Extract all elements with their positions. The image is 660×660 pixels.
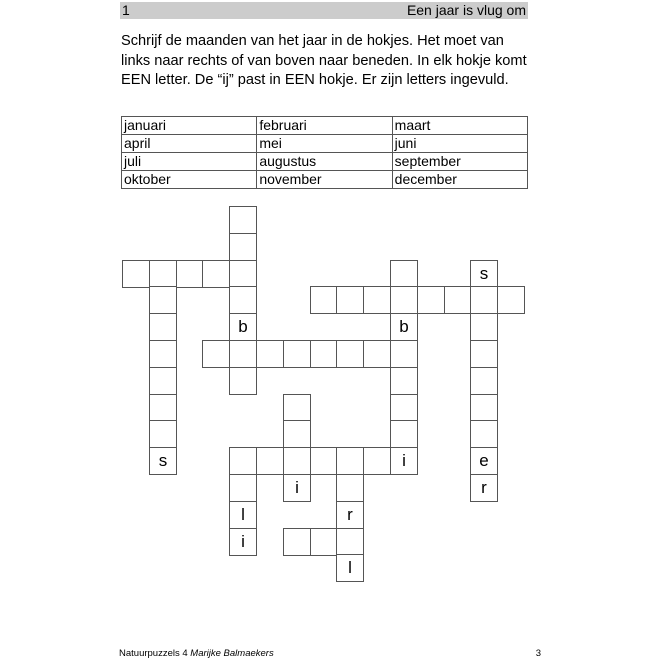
crossword-cell[interactable] (310, 447, 338, 475)
crossword-cell-filled: l (336, 554, 364, 582)
crossword-cell-filled: i (229, 528, 257, 556)
crossword-cell-filled: b (390, 313, 418, 341)
crossword-cell[interactable] (390, 286, 418, 314)
crossword-cell[interactable] (417, 286, 445, 314)
crossword-cell[interactable] (363, 447, 391, 475)
crossword-cell-filled: s (470, 260, 498, 288)
crossword-cell[interactable] (390, 260, 418, 288)
crossword-cell[interactable] (256, 447, 284, 475)
crossword-cell[interactable] (336, 474, 364, 502)
crossword-cell-filled: e (470, 447, 498, 475)
crossword-cell[interactable] (149, 340, 177, 368)
month-cell: januari (122, 117, 257, 135)
crossword-cell-filled: s (149, 447, 177, 475)
instructions-text: Schrijf de maanden van het jaar in de hokjes. Het moet van links naar rechts of van boven naar beneden. In elk hokje komt EEN letter. De “ij” past in EEN hokje. Er zijn letters ingevuld. (121, 33, 527, 88)
crossword-cell[interactable] (390, 420, 418, 448)
crossword-cell[interactable] (310, 528, 338, 556)
month-cell: maart (392, 117, 527, 135)
crossword-cell[interactable] (390, 340, 418, 368)
crossword-cell[interactable] (283, 528, 311, 556)
crossword-cell[interactable] (229, 260, 257, 288)
crossword-cell[interactable] (336, 340, 364, 368)
crossword-cell[interactable] (256, 340, 284, 368)
crossword-cell[interactable] (149, 286, 177, 314)
page-number: 3 (535, 648, 541, 659)
crossword-cell[interactable] (444, 286, 472, 314)
month-cell: april (122, 135, 257, 153)
exercise-title: Een jaar is vlug om (406, 2, 526, 18)
crossword-cell-filled: r (470, 474, 498, 502)
crossword-cell[interactable] (336, 528, 364, 556)
month-cell: februari (257, 117, 392, 135)
crossword-cell[interactable] (470, 420, 498, 448)
month-cell: juli (122, 153, 257, 171)
month-cell: december (392, 171, 527, 189)
crossword-cell[interactable] (363, 340, 391, 368)
crossword-cell[interactable] (336, 286, 364, 314)
exercise-number: 1 (122, 2, 130, 18)
month-cell: mei (257, 135, 392, 153)
crossword-cell[interactable] (283, 394, 311, 422)
crossword-cell[interactable] (149, 394, 177, 422)
crossword-cell-filled: b (229, 313, 257, 341)
crossword-cell[interactable] (202, 340, 230, 368)
crossword-cell[interactable] (470, 394, 498, 422)
crossword-cell[interactable] (229, 447, 257, 475)
crossword-cell[interactable] (283, 420, 311, 448)
crossword-cell[interactable] (122, 260, 150, 288)
month-cell: november (257, 171, 392, 189)
footer-author: Marijke Balmaekers (190, 648, 274, 659)
crossword-cell[interactable] (390, 367, 418, 395)
month-cell: september (392, 153, 527, 171)
crossword-cell[interactable] (470, 286, 498, 314)
crossword-cell[interactable] (202, 260, 230, 288)
month-cell: oktober (122, 171, 257, 189)
crossword-cell[interactable] (363, 286, 391, 314)
crossword-cell[interactable] (470, 340, 498, 368)
crossword-cell-filled: i (283, 474, 311, 502)
month-cell: augustus (257, 153, 392, 171)
crossword-cell[interactable] (283, 447, 311, 475)
crossword-cell[interactable] (176, 260, 204, 288)
crossword-cell[interactable] (229, 206, 257, 234)
crossword-cell[interactable] (390, 394, 418, 422)
crossword-cell[interactable] (336, 447, 364, 475)
crossword-cell[interactable] (229, 233, 257, 261)
crossword-cell[interactable] (229, 367, 257, 395)
crossword-cell[interactable] (470, 313, 498, 341)
crossword-cell[interactable] (149, 260, 177, 288)
crossword-cell[interactable] (149, 313, 177, 341)
crossword-cell[interactable] (497, 286, 525, 314)
crossword-cell[interactable] (149, 420, 177, 448)
crossword-cell[interactable] (229, 340, 257, 368)
crossword-cell[interactable] (310, 340, 338, 368)
crossword-cell[interactable] (470, 367, 498, 395)
footer-book: Natuurpuzzels 4 (119, 648, 188, 659)
footer-source (119, 648, 274, 660)
month-cell: juni (392, 135, 527, 153)
crossword-cell[interactable] (229, 474, 257, 502)
crossword-cell[interactable] (310, 286, 338, 314)
crossword-cell-filled: i (390, 447, 418, 475)
crossword-cell-filled: l (229, 501, 257, 529)
crossword-cell[interactable] (283, 340, 311, 368)
crossword-cell[interactable] (149, 367, 177, 395)
crossword-cell-filled: r (336, 501, 364, 529)
crossword-cell[interactable] (229, 286, 257, 314)
